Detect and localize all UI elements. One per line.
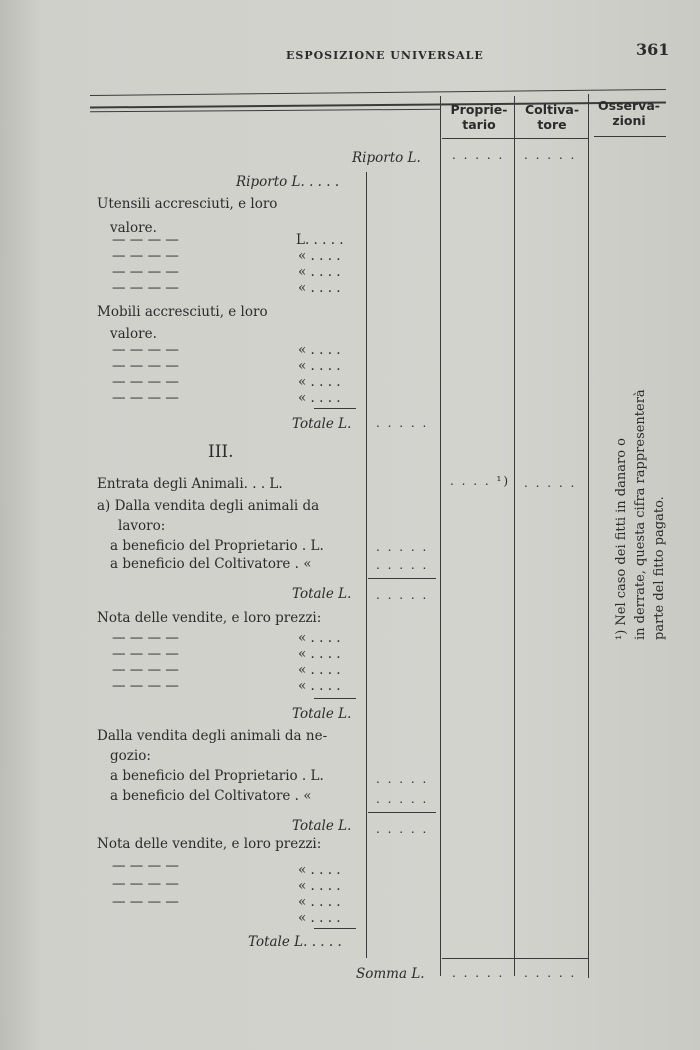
totale-dots: . . . . . [376,822,429,836]
column-header-proprietario: Proprie- tario [450,102,508,132]
sum-rule [368,812,436,813]
beneficio-colt-dots: . . . . . [376,558,429,572]
ditto-mark: « . . . . [298,264,341,280]
ditto-mark: « . . . . [298,646,341,662]
ditto-mark: « . . . . [298,358,341,374]
column-rule-3 [588,94,589,978]
sum-rule [368,578,436,579]
riporto-left: Riporto L. . . . . [236,174,340,190]
dash-row: — — — — [112,876,179,892]
beneficio-prop-dots: . . . . . [376,772,429,786]
entrata-prop-value: . . . . ¹) [450,474,511,488]
dash-row: — — — — [112,264,179,280]
dash-row: — — — — [112,646,179,662]
ditto-mark: « . . . . [298,862,341,878]
column-rule-2 [514,96,515,976]
ditto-mark: « . . . . [298,374,341,390]
vendita-negozio-line1: Dalla vendita degli animali da ne- [97,728,328,744]
somma-label: Somma L. [356,966,425,982]
dash-row: — — — — [112,630,179,646]
column-header-coltivatore: Coltiva- tore [524,102,580,132]
utensili-line1: Utensili accresciuti, e loro [97,196,278,212]
ditto-mark: « . . . . [298,910,341,926]
sum-rule [314,408,356,409]
sum-rule [314,698,356,699]
dash-row: — — — — [112,662,179,678]
section-numeral: III. [208,442,234,462]
page-number: 361 [636,40,670,59]
header-rule-left [90,109,440,112]
entrata-colt-dots: . . . . . [524,476,577,490]
ditto-mark: « . . . . [298,894,341,910]
footnote-line2: in derrate, questa cifra rappresenterà [633,389,648,640]
ditto-mark: « . . . . [298,342,341,358]
ditto-mark: « . . . . [298,248,341,264]
dash-row: — — — — [112,248,179,264]
ditto-mark: « . . . . [298,878,341,894]
mobili-line2: valore. [110,326,157,342]
beneficio-proprietario: a beneficio del Proprietario . L. [110,538,324,554]
mobili-line1: Mobili accresciuti, e loro [97,304,268,320]
riporto-top: Riporto L. [352,150,421,166]
beneficio-proprietario: a beneficio del Proprietario . L. [110,768,324,784]
ditto-mark: « . . . . [298,662,341,678]
entrata-animali: Entrata degli Animali. . . L. [97,476,283,492]
dash-row: — — — — [112,894,179,910]
totale-label: Totale L. [292,818,352,834]
ditto-mark: « . . . . [298,280,341,296]
totale-dots: . . . . . [376,588,429,602]
ditto-mark: « . . . . [298,678,341,694]
riporto-colt-dots: . . . . . [524,148,577,162]
riporto-prop-dots: . . . . . [452,148,505,162]
utensili-line2: valore. [110,220,157,236]
column-rule-1 [440,96,441,976]
beneficio-coltivatore: a beneficio del Coltivatore . « [110,556,312,572]
footnote-line1: ¹) Nel caso dei fitti in danaro o [614,437,629,640]
dash-row: — — — — [112,280,179,296]
dash-row: — — — — [112,342,179,358]
column-header-osservazioni: Osserva- zioni [598,98,660,128]
totale-dots: . . . . . [376,416,429,430]
column-header-underline [442,138,588,139]
somma-rule [442,958,588,959]
running-head: ESPOSIZIONE UNIVERSALE [286,49,484,62]
column-header-underline-obs [594,136,666,137]
somma-prop-dots: . . . . . [452,966,505,980]
dash-row: — — — — [112,858,179,874]
vendita-negozio-line2: gozio: [110,748,151,764]
ditto-mark: « . . . . [298,630,341,646]
somma-colt-dots: . . . . . [524,966,577,980]
header-rule-thin [90,89,666,96]
dash-row: — — — — [112,678,179,694]
dash-row: — — — — [112,374,179,390]
subtotal-column-rule [366,172,367,958]
nota-vendite: Nota delle vendite, e loro prezzi: [97,610,322,626]
totale-final: Totale L. . . . . [248,934,342,950]
vendita-lavoro-line2: lavoro: [118,518,166,534]
footnote-line3: parte del fitto pagato. [652,496,667,640]
beneficio-coltivatore: a beneficio del Coltivatore . « [110,788,312,804]
footnote-osservazioni [612,300,669,640]
nota-vendite: Nota delle vendite, e loro prezzi: [97,836,322,852]
dash-row: — — — — [112,390,179,406]
ditto-mark: « . . . . [298,390,341,406]
totale-label: Totale L. [292,706,352,722]
dash-row: — — — — [112,358,179,374]
beneficio-colt-dots: . . . . . [376,792,429,806]
totale-label: Totale L. [292,416,352,432]
dash-row: — — — — [112,232,179,248]
mark-first: L. . . . . [296,232,344,248]
vendita-lavoro-line1: a) Dalla vendita degli animali da [97,498,320,514]
totale-label: Totale L. [292,586,352,602]
sum-rule [314,928,356,929]
beneficio-prop-dots: . . . . . [376,540,429,554]
